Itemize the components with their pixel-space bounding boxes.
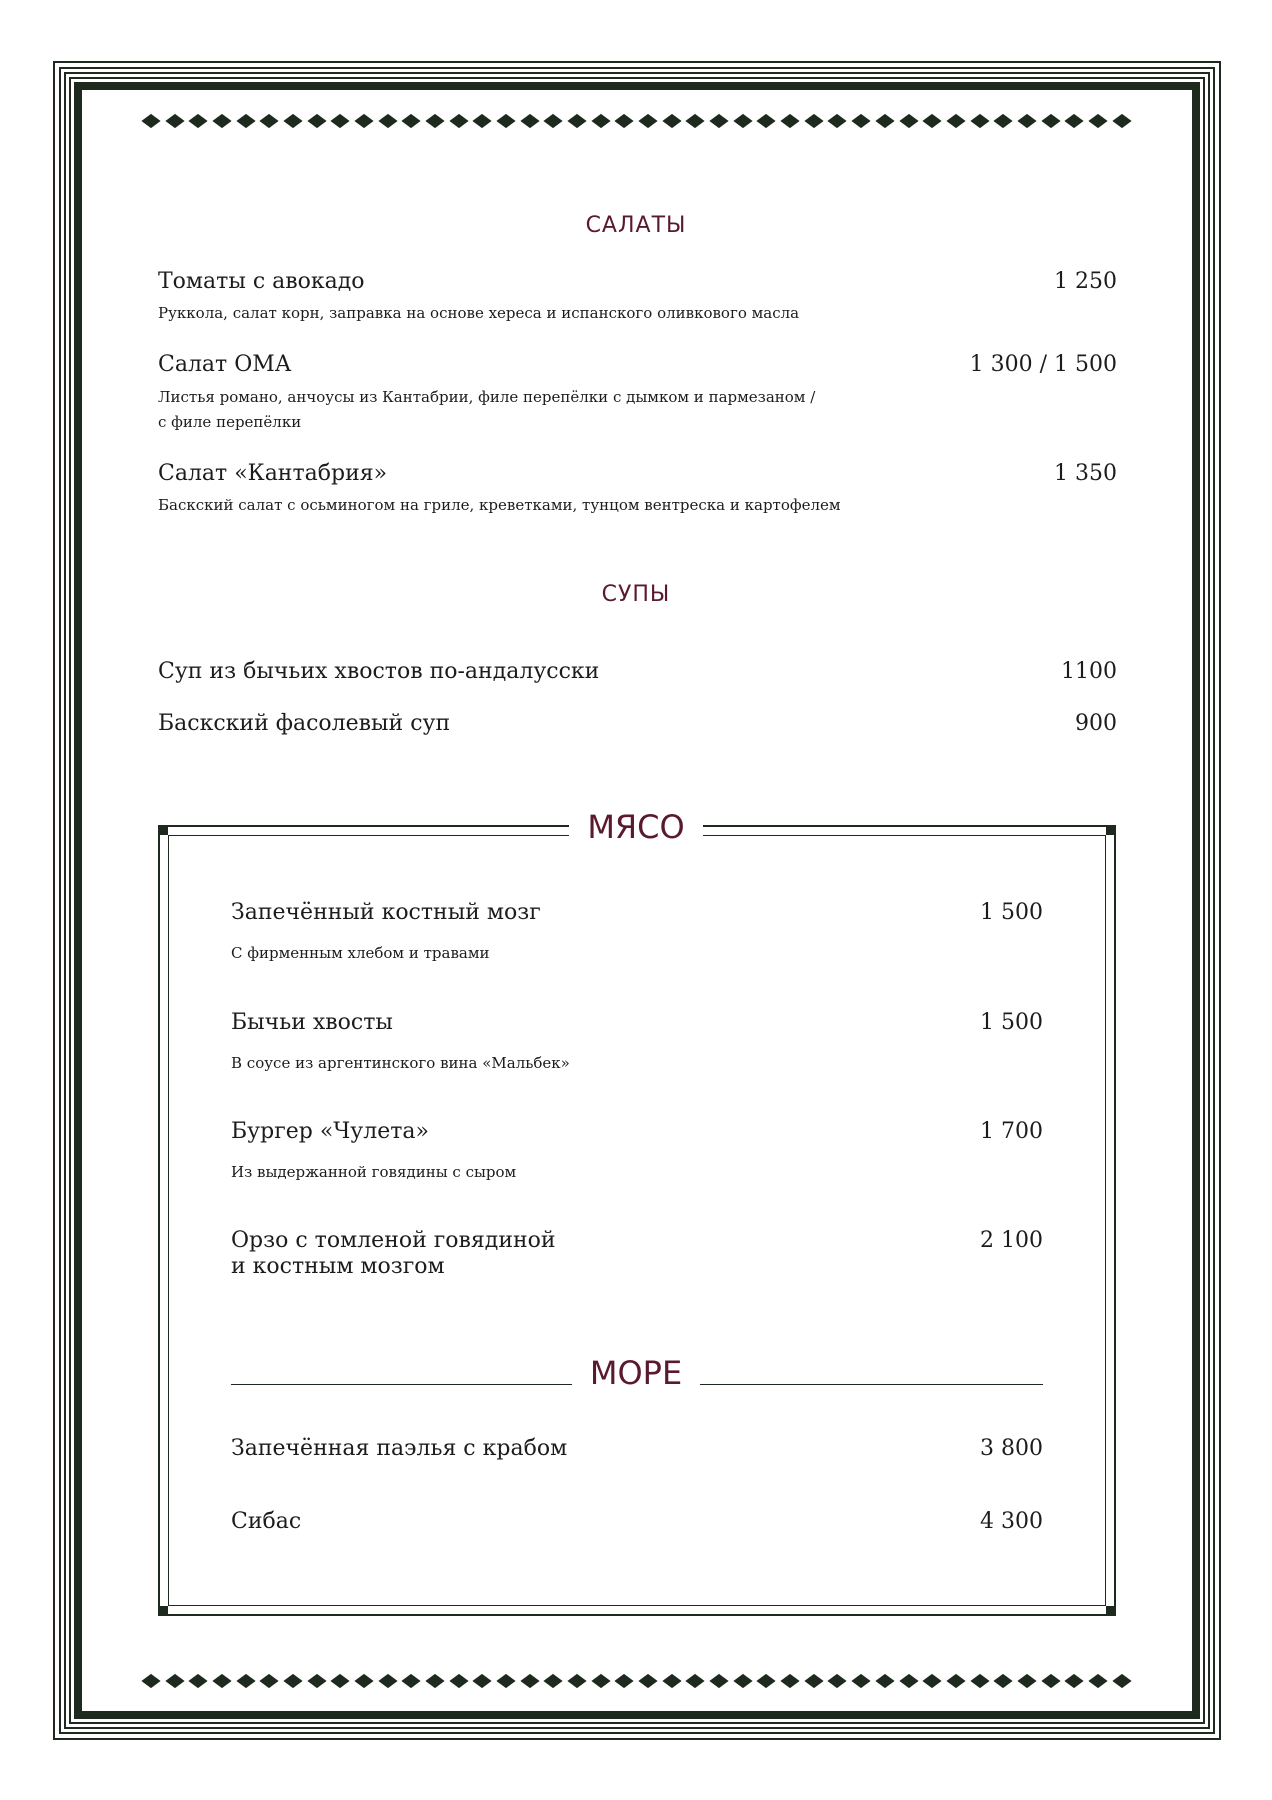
diamond-ornament [686, 1674, 705, 1688]
menu-item-name: Бычьи хвосты [231, 1010, 393, 1035]
menu-item-price: 3 800 [980, 1436, 1043, 1461]
diamond-ornament [141, 114, 160, 128]
diamond-ornament [638, 1674, 657, 1688]
diamond-ornament [449, 114, 468, 128]
diamond-ornament [496, 114, 515, 128]
diamond-ornament [354, 114, 373, 128]
diamond-ornament [1088, 1674, 1107, 1688]
menu-item-name: Запечённый костный мозг [231, 900, 541, 925]
diamond-ornament [686, 114, 705, 128]
diamond-ornament [591, 114, 610, 128]
diamond-ornament [473, 114, 492, 128]
menu-item-price: 2 100 [980, 1228, 1043, 1253]
diamond-ornament [283, 1674, 302, 1688]
diamond-ornament [852, 114, 871, 128]
diamond-ornament [828, 1674, 847, 1688]
menu-item-description: с филе перепёлки [158, 413, 302, 431]
diamond-ornament [1065, 1674, 1084, 1688]
diamond-ornament [212, 1674, 231, 1688]
diamond-ornament [875, 114, 894, 128]
diamond-ornament [757, 1674, 776, 1688]
diamond-ornament [662, 114, 681, 128]
diamond-ornament [710, 1674, 729, 1688]
diamond-ornament [1065, 114, 1084, 128]
menu-item-name: Салат «Кантабрия» [158, 461, 388, 486]
menu-item-name: Салат ОМА [158, 352, 292, 377]
diamond-ornament [307, 1674, 326, 1688]
diamond-ornament [757, 114, 776, 128]
diamond-ornament [165, 114, 184, 128]
diamond-ornament [236, 1674, 255, 1688]
diamond-ornament [1041, 1674, 1060, 1688]
diamond-ornament [354, 1674, 373, 1688]
menu-item-price: 1 350 [1054, 461, 1117, 486]
menu-item-price: 900 [1075, 711, 1117, 736]
diamond-ornament [165, 1674, 184, 1688]
diamond-ornament [236, 114, 255, 128]
diamond-ornament [804, 114, 823, 128]
diamond-ornament [189, 114, 208, 128]
section-title-soups: СУПЫ [601, 582, 671, 607]
menu-item-name: Запечённая паэлья с крабом [231, 1436, 568, 1461]
diamond-ornament [378, 1674, 397, 1688]
diamond-ornament [662, 1674, 681, 1688]
menu-item-price: 1 500 [980, 900, 1043, 925]
diamond-ornament [994, 1674, 1013, 1688]
diamond-ornament [638, 114, 657, 128]
diamond-ornament [1112, 1674, 1131, 1688]
diamond-ornament [1041, 114, 1060, 128]
meat-title-wrap [0, 808, 1272, 846]
menu-item-name: Суп из бычьих хвостов по-андалусски [158, 659, 600, 684]
diamond-ornament [852, 1674, 871, 1688]
menu-item-price: 1 500 [980, 1010, 1043, 1035]
diamond-ornament [260, 114, 279, 128]
diamond-ornament [994, 114, 1013, 128]
diamond-ornament [899, 1674, 918, 1688]
diamond-ornament [710, 114, 729, 128]
diamond-ornament [544, 1674, 563, 1688]
diamond-ornament [496, 1674, 515, 1688]
diamond-ornament [875, 1674, 894, 1688]
diamond-ornament [804, 1674, 823, 1688]
menu-item-name: Бургер «Чулета» [231, 1119, 429, 1144]
diamond-ornament [733, 114, 752, 128]
diamond-ornament [473, 1674, 492, 1688]
section-title-sea: МОРЕ [572, 1354, 700, 1392]
diamond-ornament [544, 114, 563, 128]
menu-item-name: Сибас [231, 1509, 302, 1534]
diamond-ornament [970, 114, 989, 128]
diamond-ornament [141, 1674, 160, 1688]
menu-item-price: 1 700 [980, 1119, 1043, 1144]
menu-item-description: С фирменным хлебом и травами [231, 944, 490, 962]
menu-item-name-line2: и костным мозгом [231, 1254, 445, 1279]
section-title-meat: МЯСО [569, 808, 702, 846]
diamond-ornament [567, 1674, 586, 1688]
diamond-ornament [615, 1674, 634, 1688]
diamond-ornament [331, 1674, 350, 1688]
menu-item-name: Баскский фасолевый суп [158, 711, 451, 736]
menu-item-price: 1 300 / 1 500 [969, 352, 1117, 377]
diamond-ornament [520, 1674, 539, 1688]
diamond-ornament [733, 1674, 752, 1688]
diamond-ornament [425, 1674, 444, 1688]
diamond-ornament [781, 1674, 800, 1688]
diamond-ornament [378, 114, 397, 128]
diamond-ornament [283, 114, 302, 128]
menu-item-price: 1100 [1061, 659, 1117, 684]
menu-item-price: 1 250 [1054, 269, 1117, 294]
menu-item-name: Орзо с томленой говядиной [231, 1228, 556, 1253]
diamond-ornament [402, 1674, 421, 1688]
diamond-border-top [144, 113, 1129, 129]
diamond-ornament [946, 114, 965, 128]
diamond-ornament [212, 114, 231, 128]
menu-item-description: Из выдержанной говядины с сыром [231, 1163, 517, 1181]
diamond-ornament [828, 114, 847, 128]
menu-item-description: В соусе из аргентинского вина «Мальбек» [231, 1054, 570, 1072]
diamond-ornament [260, 1674, 279, 1688]
diamond-ornament [1017, 114, 1036, 128]
diamond-ornament [970, 1674, 989, 1688]
diamond-ornament [567, 114, 586, 128]
corner-square [158, 1606, 168, 1616]
diamond-ornament [923, 114, 942, 128]
diamond-ornament [591, 1674, 610, 1688]
corner-square [1106, 1606, 1116, 1616]
diamond-ornament [1088, 114, 1107, 128]
diamond-ornament [402, 114, 421, 128]
menu-item-price: 4 300 [980, 1509, 1043, 1534]
menu-item-description: Баскский салат с осьминогом на гриле, креветками, тунцом вентреска и картофелем [158, 496, 841, 514]
diamond-ornament [1112, 114, 1131, 128]
diamond-ornament [923, 1674, 942, 1688]
diamond-ornament [307, 114, 326, 128]
menu-item-name: Томаты с авокадо [158, 269, 365, 294]
diamond-ornament [449, 1674, 468, 1688]
diamond-ornament [899, 114, 918, 128]
menu-item-description: Руккола, салат корн, заправка на основе хереса и испанского оливкового масла [158, 304, 800, 322]
diamond-ornament [425, 114, 444, 128]
diamond-ornament [781, 114, 800, 128]
diamond-ornament [615, 114, 634, 128]
diamond-ornament [331, 114, 350, 128]
menu-item-description: Листья романо, анчоусы из Кантабрии, филе перепёлки с дымком и пармезаном / [158, 388, 816, 406]
diamond-ornament [1017, 1674, 1036, 1688]
diamond-border-bottom [144, 1673, 1129, 1689]
diamond-ornament [520, 114, 539, 128]
diamond-ornament [189, 1674, 208, 1688]
section-title-salads: САЛАТЫ [585, 213, 687, 238]
sea-title-wrap [0, 1354, 1272, 1392]
diamond-ornament [946, 1674, 965, 1688]
